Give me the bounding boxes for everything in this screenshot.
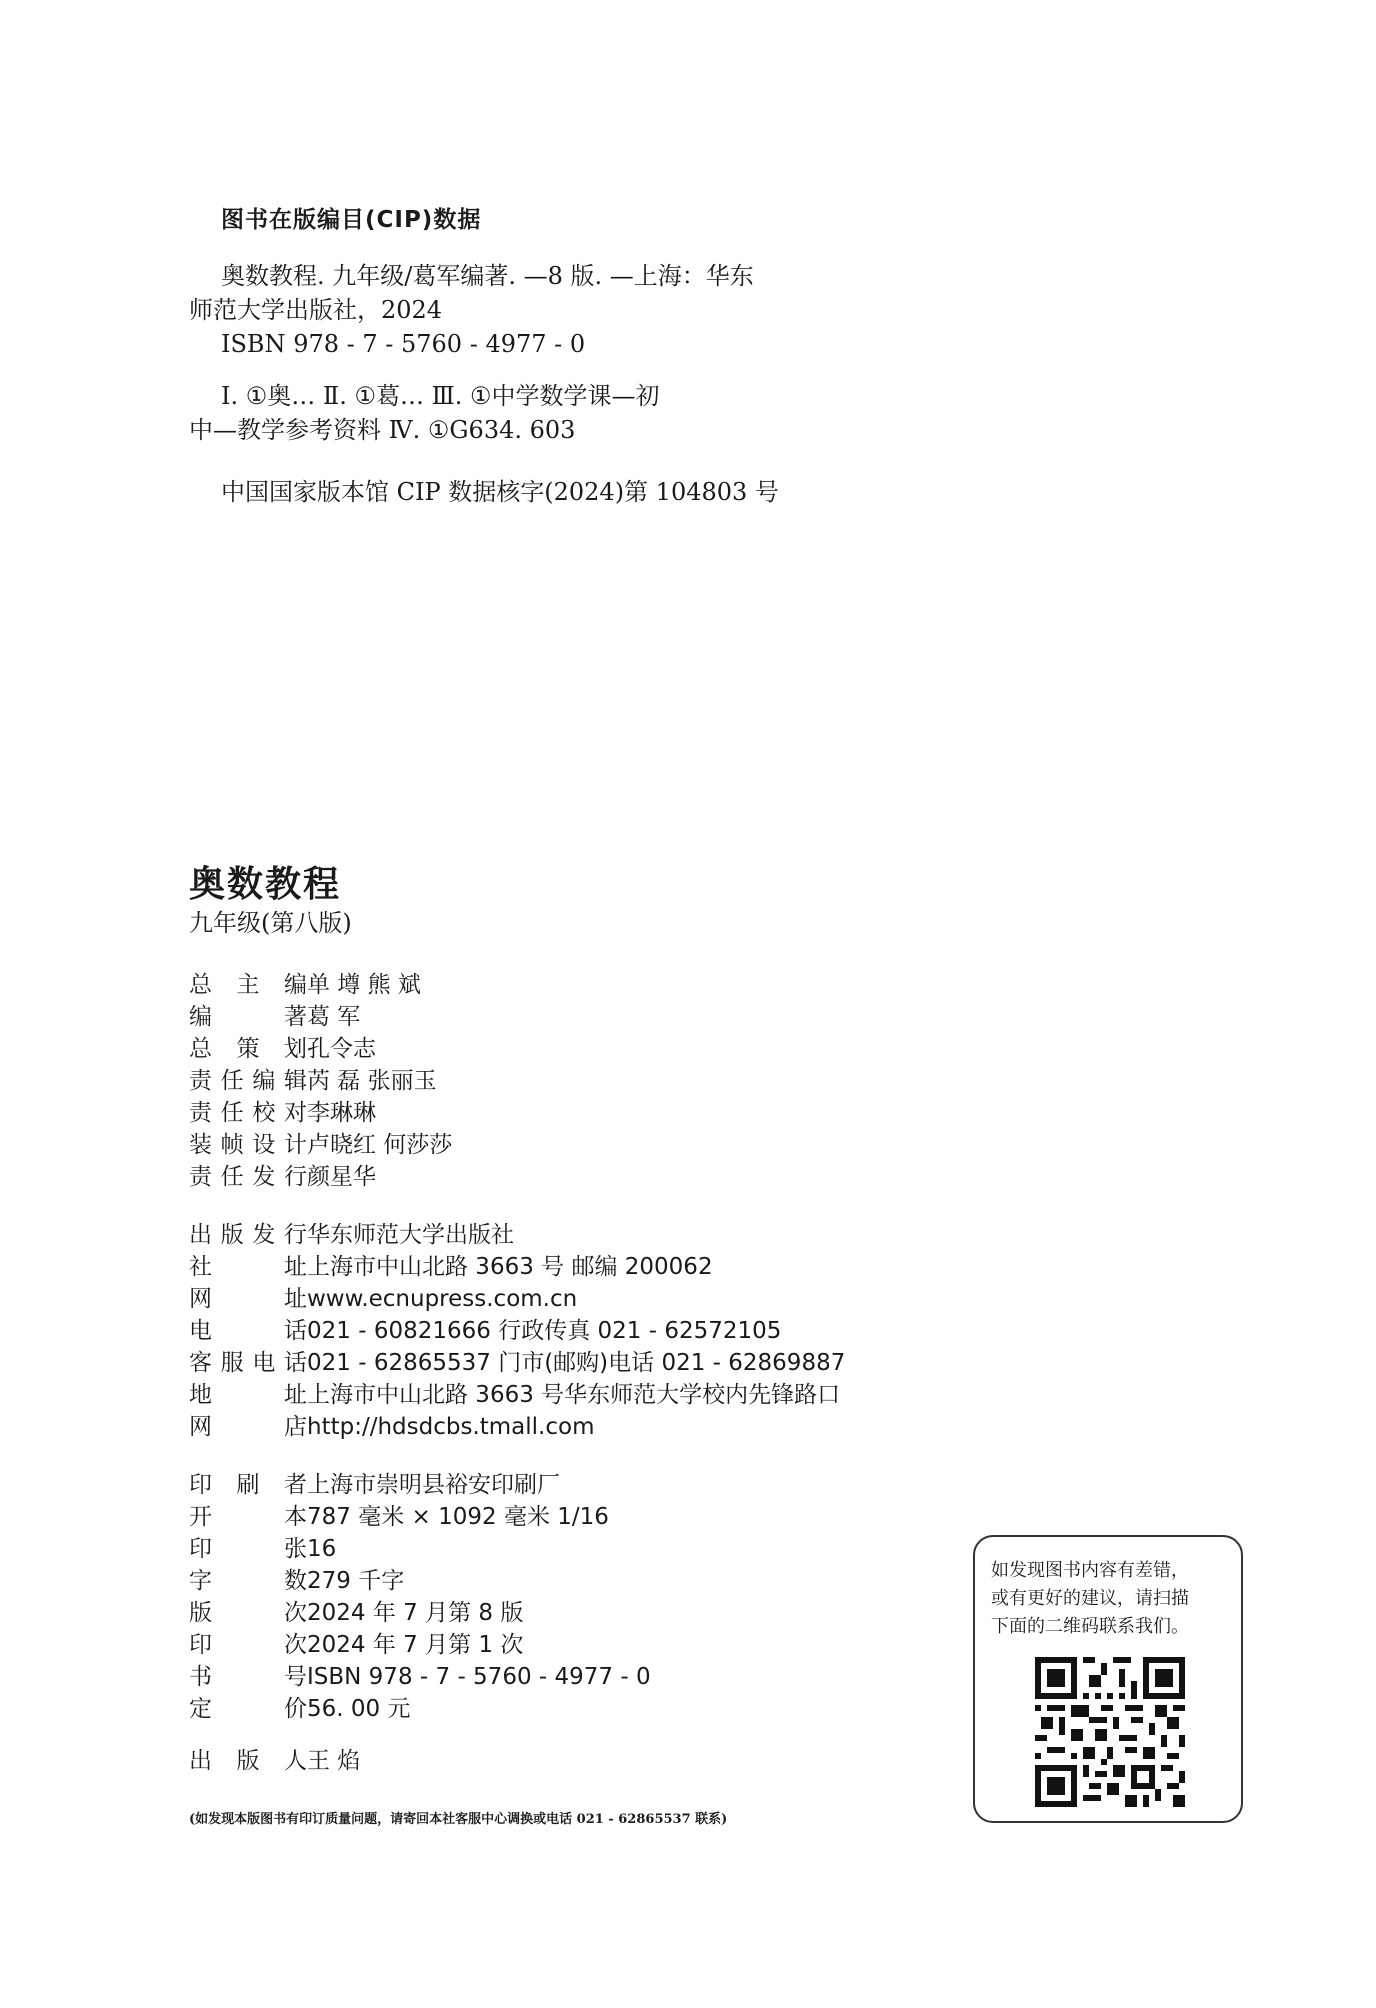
printing-label: 开本 xyxy=(189,1504,307,1530)
publisher-value: 上海市中山北路 3663 号华东师范大学校内先锋路口 xyxy=(307,1382,841,1408)
qr-caption-line: 下面的二维码联系我们。 xyxy=(991,1616,1189,1637)
cip-classification: Ⅰ. ①奥… Ⅱ. ①葛… Ⅲ. ①中学数学课—初 xyxy=(221,382,660,410)
publisher-label: 网址 xyxy=(189,1286,307,1312)
printing-label: 印次 xyxy=(189,1632,307,1658)
publisher-label: 网店 xyxy=(189,1414,307,1440)
cip-line: 奥数教程. 九年级/葛军编著. —8 版. —上海：华东 xyxy=(221,262,754,290)
printing-row xyxy=(189,1597,524,1629)
feedback-qr-box xyxy=(973,1535,1243,1823)
printing-label: 书号 xyxy=(189,1664,307,1690)
publisher-row xyxy=(189,1315,782,1347)
credit-row xyxy=(189,1065,437,1097)
publisher-row xyxy=(189,1219,514,1251)
printing-row xyxy=(189,1533,337,1565)
printing-label: 印刷者 xyxy=(189,1472,307,1498)
publisher-label: 社址 xyxy=(189,1254,307,1280)
printing-row xyxy=(189,1469,560,1501)
credit-value: 单 墫 熊 斌 xyxy=(307,972,421,998)
publisher-person-row xyxy=(189,1745,361,1777)
printing-row xyxy=(189,1565,405,1597)
credit-label: 责任编辑 xyxy=(189,1068,307,1094)
printing-value: 279 千字 xyxy=(307,1568,405,1594)
printing-row xyxy=(189,1661,651,1693)
printing-row xyxy=(189,1693,411,1725)
credit-row xyxy=(189,1161,376,1193)
publisher-row xyxy=(189,1251,713,1283)
publisher-value: 上海市中山北路 3663 号 邮编 200062 xyxy=(307,1254,713,1280)
credit-value: 孔令志 xyxy=(307,1036,376,1062)
credit-row xyxy=(189,1097,376,1129)
publisher-label: 客服电话 xyxy=(189,1350,307,1376)
credit-value: 芮 磊 张丽玉 xyxy=(307,1068,437,1094)
credit-value: 卢晓红 何莎莎 xyxy=(307,1132,453,1158)
credit-label: 总策划 xyxy=(189,1036,307,1062)
credit-row xyxy=(189,969,421,1001)
credit-label: 编著 xyxy=(189,1004,307,1030)
qr-caption-line: 如发现图书内容有差错， xyxy=(991,1560,1189,1581)
qr-caption xyxy=(991,1557,1189,1641)
publisher-label: 电话 xyxy=(189,1318,307,1344)
printing-value: ISBN 978 - 7 - 5760 - 4977 - 0 xyxy=(307,1664,651,1690)
printing-label: 定价 xyxy=(189,1696,307,1722)
cip-isbn: ISBN 978 - 7 - 5760 - 4977 - 0 xyxy=(221,330,586,358)
cip-line: 师范大学出版社，2024 xyxy=(189,296,443,324)
publisher-value: 华东师范大学出版社 xyxy=(307,1222,514,1248)
publisher-label: 出版发行 xyxy=(189,1222,307,1248)
publisher-person-value: 王 焰 xyxy=(307,1748,361,1774)
cip-record-number: 中国国家版本馆 CIP 数据核字(2024)第 104803 号 xyxy=(221,478,779,506)
printing-label: 字数 xyxy=(189,1568,307,1594)
credit-value: 葛 军 xyxy=(307,1004,361,1030)
printing-value: 56. 00 元 xyxy=(307,1696,411,1722)
publisher-value: http://hdsdcbs.tmall.com xyxy=(307,1414,595,1440)
printing-value: 2024 年 7 月第 1 次 xyxy=(307,1632,524,1658)
printing-value: 16 xyxy=(307,1536,337,1562)
book-title: 奥数教程 xyxy=(189,863,342,905)
credit-label: 责任校对 xyxy=(189,1100,307,1126)
cip-classification: 中—教学参考资料 Ⅳ. ①G634. 603 xyxy=(189,416,576,444)
publisher-row xyxy=(189,1411,595,1443)
cip-title: 图书在版编目(CIP)数据 xyxy=(221,207,482,233)
printing-label: 版次 xyxy=(189,1600,307,1626)
book-edition: 九年级(第八版) xyxy=(189,909,352,937)
printing-value: 787 毫米 × 1092 毫米 1/16 xyxy=(307,1504,609,1530)
printing-value: 2024 年 7 月第 8 版 xyxy=(307,1600,524,1626)
credit-label: 装帧设计 xyxy=(189,1132,307,1158)
publisher-value: 021 - 62865537 门市(邮购)电话 021 - 62869887 xyxy=(307,1350,846,1376)
publisher-row xyxy=(189,1347,846,1379)
credit-row xyxy=(189,1001,361,1033)
credit-label: 责任发行 xyxy=(189,1164,307,1190)
quality-note: (如发现本版图书有印订质量问题，请寄回本社客服中心调换或电话 021 - 62865537 联系) xyxy=(189,1812,728,1827)
publisher-label: 地址 xyxy=(189,1382,307,1408)
qr-caption-line: 或有更好的建议，请扫描 xyxy=(991,1588,1189,1609)
printing-value: 上海市崇明县裕安印刷厂 xyxy=(307,1472,560,1498)
publisher-value: www.ecnupress.com.cn xyxy=(307,1286,578,1312)
credit-row xyxy=(189,1129,453,1161)
printing-row xyxy=(189,1501,609,1533)
publisher-row xyxy=(189,1379,841,1411)
credit-label: 总主编 xyxy=(189,972,307,998)
qr-code-icon[interactable] xyxy=(1035,1657,1185,1807)
publisher-value: 021 - 60821666 行政传真 021 - 62572105 xyxy=(307,1318,782,1344)
printing-label: 印张 xyxy=(189,1536,307,1562)
printing-row xyxy=(189,1629,524,1661)
credit-value: 李琳琳 xyxy=(307,1100,376,1126)
credit-row xyxy=(189,1033,376,1065)
publisher-person-label: 出版人 xyxy=(189,1748,307,1774)
publisher-row xyxy=(189,1283,578,1315)
credit-value: 颜星华 xyxy=(307,1164,376,1190)
